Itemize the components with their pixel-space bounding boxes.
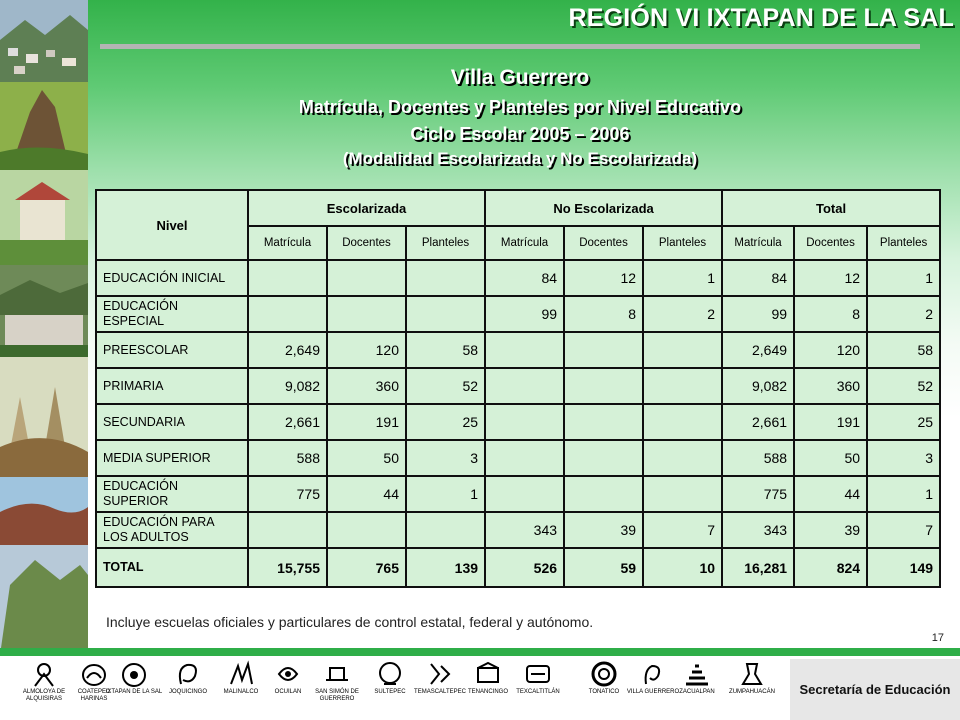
value-cell: 2,649 — [248, 332, 327, 368]
value-cell: 84 — [485, 260, 564, 296]
value-cell — [643, 404, 722, 440]
glyph-icon — [737, 660, 767, 688]
sub-header-matricula: Matrícula — [248, 226, 327, 260]
glyph-icon — [375, 660, 405, 688]
value-cell: 343 — [722, 512, 794, 548]
sub-header-docentes: Docentes — [327, 226, 406, 260]
table-row — [96, 260, 940, 296]
sub-header-matricula: Matrícula — [722, 226, 794, 260]
municipality-name: TEXCALTITLÁN — [516, 689, 560, 695]
value-cell: 52 — [867, 368, 940, 404]
value-cell — [327, 512, 406, 548]
mountain-photo — [0, 545, 88, 655]
sub-header-matricula: Matrícula — [485, 226, 564, 260]
municipality-name: JOQUICINGO — [168, 689, 207, 695]
church-photo — [0, 170, 88, 265]
town-photo — [0, 0, 88, 82]
value-cell: 588 — [248, 440, 327, 476]
value-cell — [564, 404, 643, 440]
value-cell — [248, 260, 327, 296]
municipality-name: ALMOLOYA DE ALQUISIRAS — [22, 689, 66, 702]
value-cell: 7 — [643, 512, 722, 548]
value-cell: 8 — [794, 296, 867, 332]
secretaria-label: Secretaría de Educación — [790, 659, 960, 720]
value-cell — [327, 296, 406, 332]
value-cell — [564, 332, 643, 368]
nivel-header: Nivel — [96, 190, 248, 260]
municipality-glyph — [508, 660, 568, 696]
value-cell — [643, 332, 722, 368]
value-cell: 1 — [406, 476, 485, 512]
table-row — [96, 332, 940, 368]
value-cell: 588 — [722, 440, 794, 476]
value-cell: 39 — [794, 512, 867, 548]
glyph-icon — [273, 660, 303, 688]
value-cell: 775 — [722, 476, 794, 512]
value-cell — [564, 368, 643, 404]
value-cell: 52 — [406, 368, 485, 404]
value-cell: 9,082 — [248, 368, 327, 404]
glyph-icon — [29, 660, 59, 688]
municipality-name: MALINALCO — [223, 689, 259, 695]
value-cell: 3 — [406, 440, 485, 476]
sub-header-planteles: Planteles — [867, 226, 940, 260]
value-cell: 2,661 — [722, 404, 794, 440]
glyph-icon — [173, 660, 203, 688]
value-cell — [248, 296, 327, 332]
value-cell: 44 — [327, 476, 406, 512]
value-cell: 58 — [406, 332, 485, 368]
value-cell — [564, 440, 643, 476]
value-cell: 120 — [794, 332, 867, 368]
value-cell: 191 — [794, 404, 867, 440]
total-cell: 59 — [564, 548, 643, 587]
municipality-glyph — [158, 660, 218, 696]
value-cell: 12 — [794, 260, 867, 296]
glyph-icon — [523, 660, 553, 688]
trees-photo — [0, 357, 88, 477]
value-cell: 2,649 — [722, 332, 794, 368]
sub-header-docentes: Docentes — [794, 226, 867, 260]
municipality-title: Villa Guerrero — [450, 66, 590, 89]
value-cell — [485, 368, 564, 404]
value-cell: 775 — [248, 476, 327, 512]
glyph-icon — [589, 660, 619, 688]
total-cell: 765 — [327, 548, 406, 587]
value-cell: 120 — [327, 332, 406, 368]
municipality-name: COATEPEC HARINAS — [77, 689, 111, 702]
value-cell: 39 — [564, 512, 643, 548]
municipality-name: TENANCINGO — [467, 689, 508, 695]
value-cell: 44 — [794, 476, 867, 512]
rock-peak-photo — [0, 82, 88, 170]
value-cell: 99 — [722, 296, 794, 332]
value-cell: 343 — [485, 512, 564, 548]
hills-photo — [0, 477, 88, 545]
value-cell — [564, 476, 643, 512]
footer-divider — [0, 648, 960, 656]
municipality-name: ZUMPAHUACÁN — [729, 689, 775, 695]
total-cell: 15,755 — [248, 548, 327, 587]
plaza-photo — [0, 265, 88, 357]
value-cell — [406, 260, 485, 296]
glyph-icon — [473, 660, 503, 688]
total-cell: 526 — [485, 548, 564, 587]
value-cell: 360 — [327, 368, 406, 404]
value-cell: 3 — [867, 440, 940, 476]
total-label: TOTAL — [96, 548, 248, 587]
nivel-cell: EDUCACIÓN ESPECIAL — [96, 296, 248, 332]
value-cell — [406, 512, 485, 548]
title-divider — [100, 44, 920, 49]
nivel-cell: SECUNDARIA — [96, 404, 248, 440]
nivel-cell: EDUCACIÓN INICIAL — [96, 260, 248, 296]
glyph-icon — [226, 660, 256, 688]
nivel-cell: PREESCOLAR — [96, 332, 248, 368]
value-cell: 1 — [867, 260, 940, 296]
group-header-row — [96, 190, 940, 226]
municipality-glyph — [307, 660, 367, 703]
glyph-icon — [638, 660, 668, 688]
glyph-icon — [425, 660, 455, 688]
municipality-glyph — [667, 660, 727, 696]
value-cell — [327, 260, 406, 296]
value-cell: 84 — [722, 260, 794, 296]
municipality-name: SAN SIMÓN DE GUERRERO — [315, 689, 359, 702]
modality-title: (Modalidad Escolarizada y No Escolarizada) — [342, 149, 698, 168]
value-cell — [485, 440, 564, 476]
municipality-glyph — [104, 660, 164, 696]
sub-header-planteles: Planteles — [406, 226, 485, 260]
value-cell — [643, 476, 722, 512]
glyph-icon — [119, 660, 149, 688]
municipality-name: TONATICO — [588, 689, 620, 695]
value-cell: 8 — [564, 296, 643, 332]
value-cell: 360 — [794, 368, 867, 404]
table-row — [96, 296, 940, 332]
value-cell: 2 — [643, 296, 722, 332]
nivel-cell: EDUCACIÓN SUPERIOR — [96, 476, 248, 512]
value-cell: 1 — [867, 476, 940, 512]
municipality-name: IXTAPAN DE LA SAL — [105, 689, 163, 695]
value-cell — [485, 476, 564, 512]
total-row — [96, 548, 940, 587]
table-row — [96, 512, 940, 548]
glyph-icon — [322, 660, 352, 688]
table-row — [96, 476, 940, 512]
value-cell — [643, 440, 722, 476]
municipality-name: VILLA GUERRERO — [626, 689, 680, 695]
glyph-icon — [682, 660, 712, 688]
value-cell: 7 — [867, 512, 940, 548]
region-title: REGIÓN VI IXTAPAN DE LA SAL — [568, 4, 954, 32]
total-cell: 10 — [643, 548, 722, 587]
total-cell: 149 — [867, 548, 940, 587]
footnote: Incluye escuelas oficiales y particulares de control estatal, federal y autónomo. — [106, 614, 594, 630]
group-header-no-escolarizada: No Escolarizada — [485, 190, 722, 226]
value-cell: 50 — [327, 440, 406, 476]
nivel-cell: EDUCACIÓN PARA LOS ADULTOS — [96, 512, 248, 548]
group-header-escolarizada: Escolarizada — [248, 190, 485, 226]
value-cell — [406, 296, 485, 332]
municipality-name: TEMASCALTEPEC — [414, 689, 466, 695]
value-cell: 25 — [867, 404, 940, 440]
value-cell — [248, 512, 327, 548]
value-cell: 58 — [867, 332, 940, 368]
page-number: 17 — [931, 632, 944, 644]
value-cell: 12 — [564, 260, 643, 296]
value-cell: 99 — [485, 296, 564, 332]
value-cell: 191 — [327, 404, 406, 440]
photo-strip — [0, 0, 88, 655]
value-cell: 50 — [794, 440, 867, 476]
sub-header-planteles: Planteles — [643, 226, 722, 260]
table-row — [96, 404, 940, 440]
total-cell: 16,281 — [722, 548, 794, 587]
nivel-cell: PRIMARIA — [96, 368, 248, 404]
value-cell — [485, 404, 564, 440]
municipality-name: ZACUALPAN — [679, 689, 715, 695]
value-cell — [643, 368, 722, 404]
total-cell: 139 — [406, 548, 485, 587]
value-cell: 25 — [406, 404, 485, 440]
education-table — [95, 189, 941, 588]
value-cell: 9,082 — [722, 368, 794, 404]
municipality-glyph — [722, 660, 782, 696]
cycle-title: Ciclo Escolar 2005 – 2006 — [410, 124, 630, 144]
nivel-cell: MEDIA SUPERIOR — [96, 440, 248, 476]
sub-header-docentes: Docentes — [564, 226, 643, 260]
group-header-total: Total — [722, 190, 940, 226]
municipality-name: OCUILAN — [274, 689, 302, 695]
table-row — [96, 440, 940, 476]
value-cell: 2 — [867, 296, 940, 332]
value-cell: 2,661 — [248, 404, 327, 440]
municipality-name: SULTEPEC — [374, 689, 406, 695]
table-subtitle: Matrícula, Docentes y Planteles por Nivel Educativo — [298, 97, 742, 117]
table-row — [96, 368, 940, 404]
total-cell: 824 — [794, 548, 867, 587]
value-cell: 1 — [643, 260, 722, 296]
value-cell — [485, 332, 564, 368]
